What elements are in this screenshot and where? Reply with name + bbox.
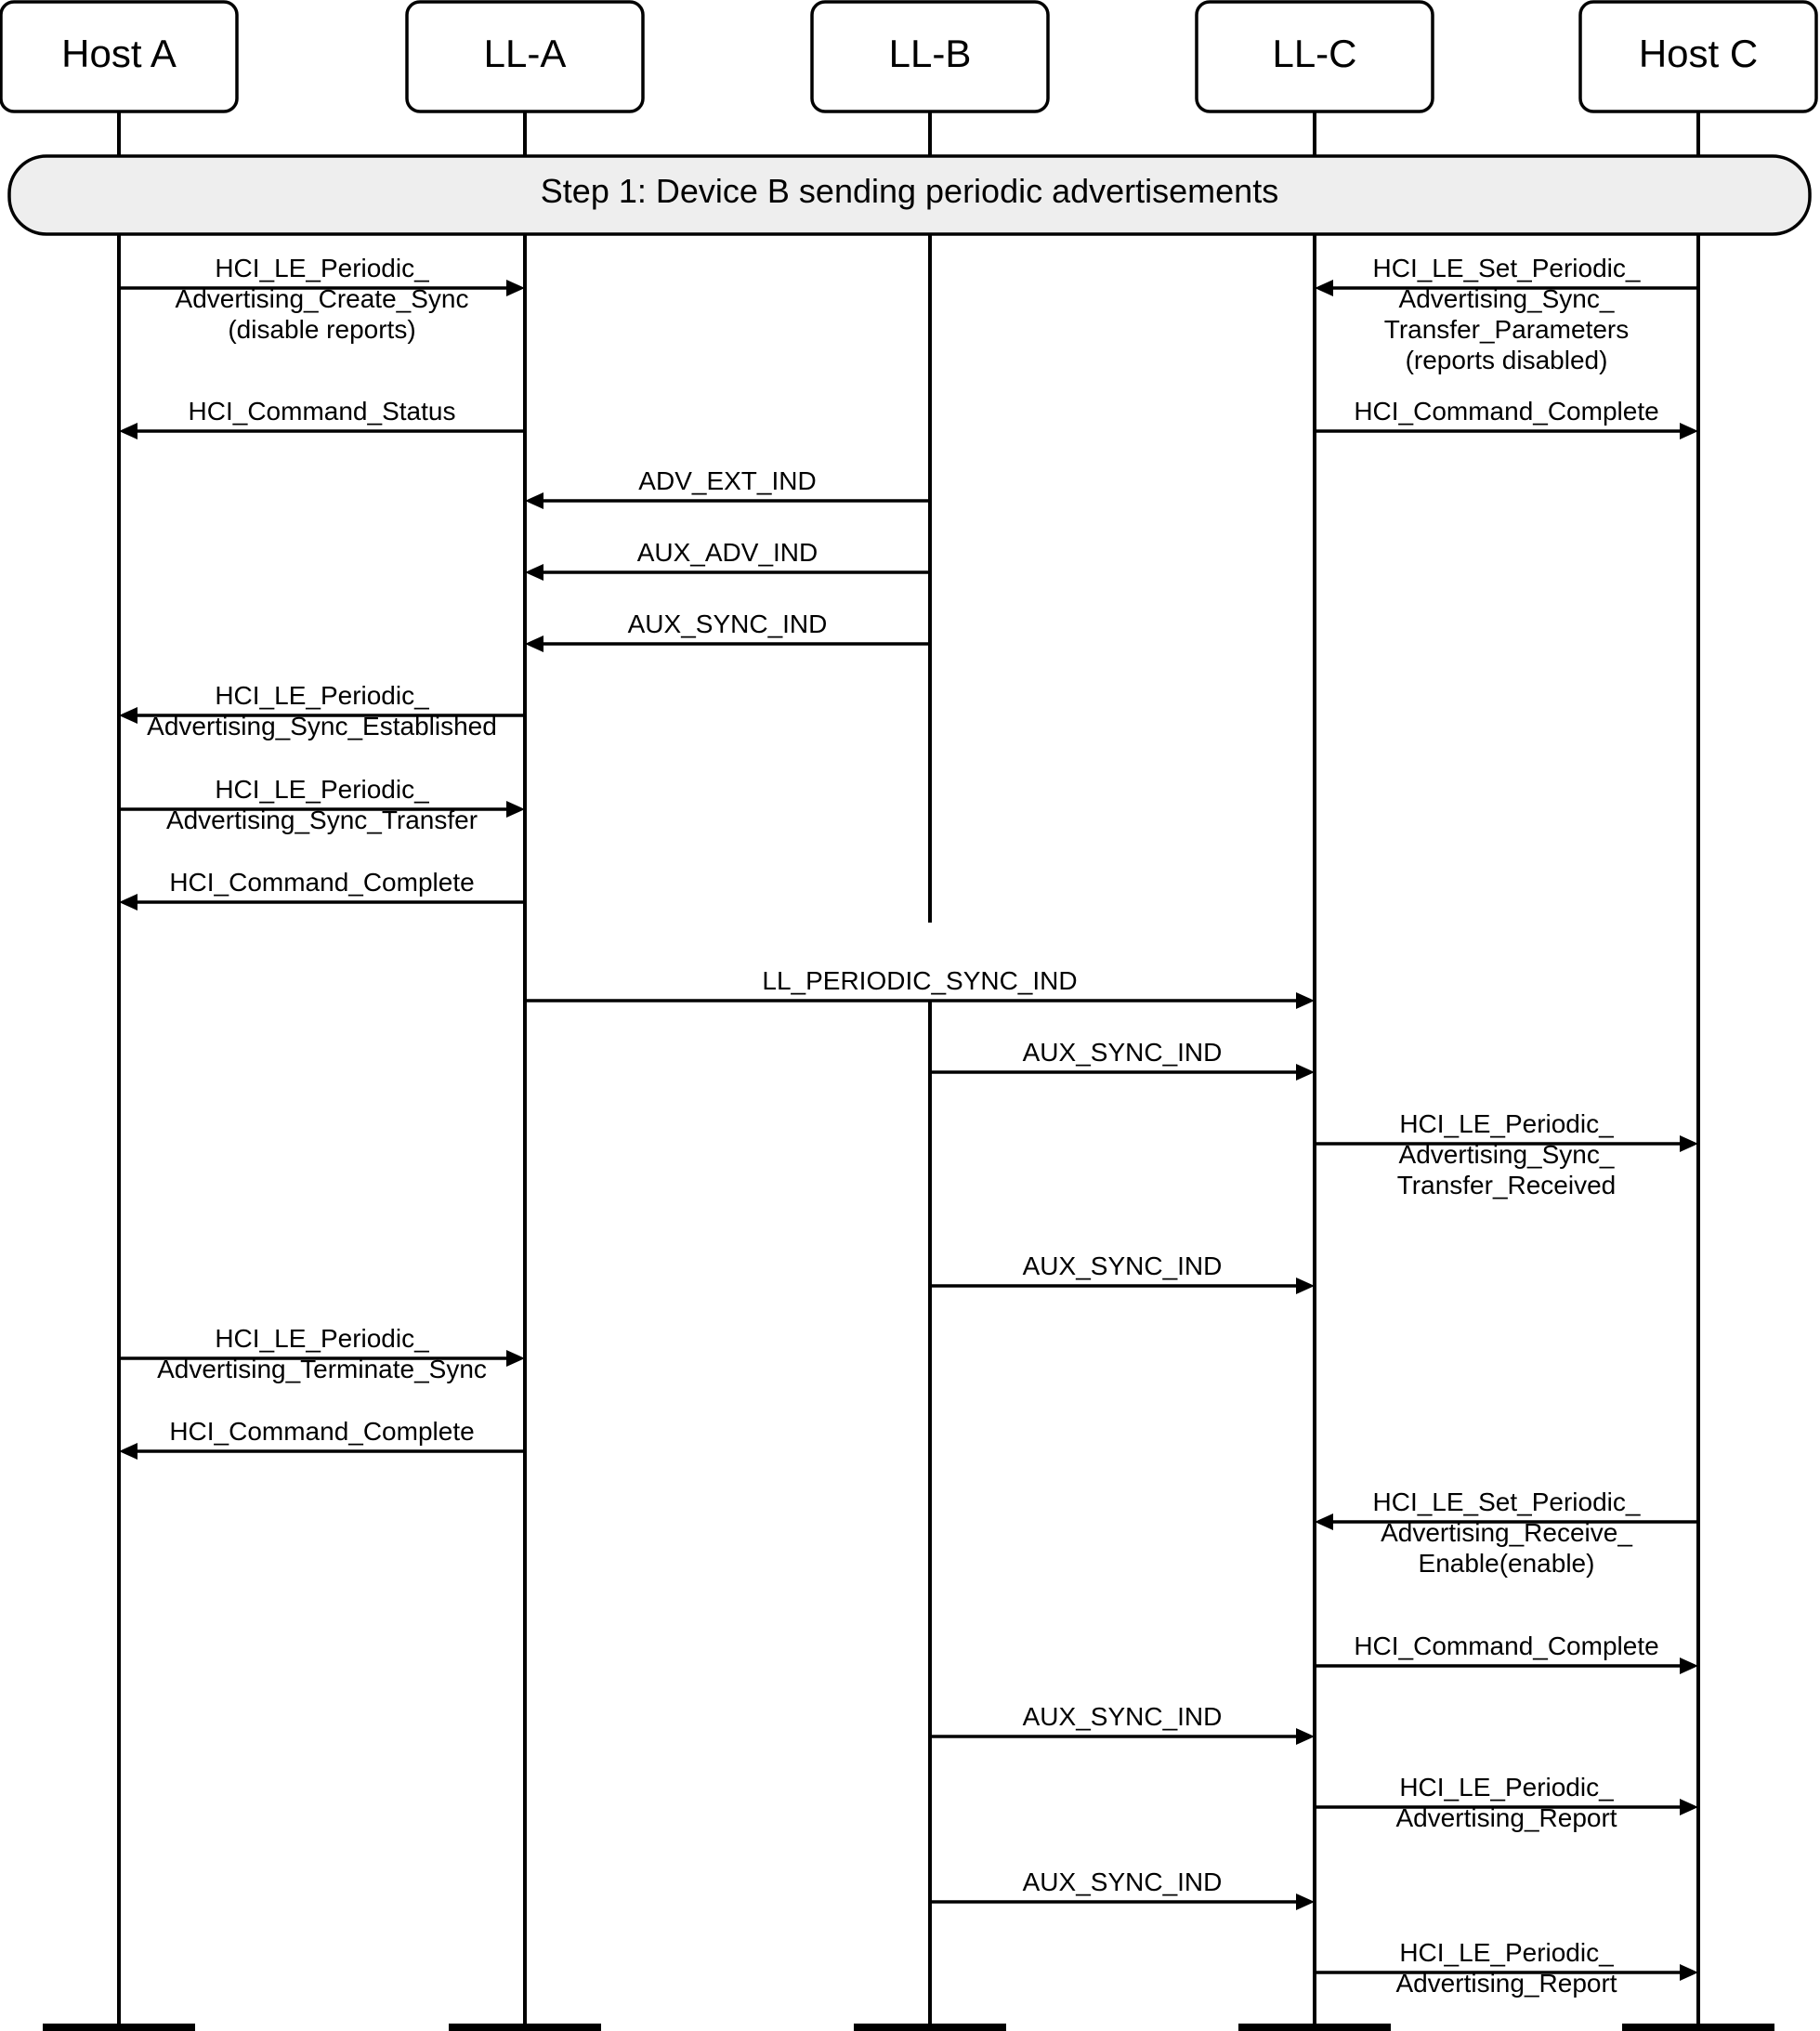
message-label: Advertising_Sync_Transfer	[165, 806, 478, 834]
message	[1315, 1773, 1698, 1832]
participant-llc	[1197, 2, 1433, 111]
message-label: Advertising_Report	[1395, 1803, 1617, 1832]
message-arrowhead	[1296, 992, 1315, 1009]
message	[930, 1867, 1315, 1910]
message-label: HCI_LE_Periodic_	[215, 1324, 429, 1353]
message	[119, 868, 525, 911]
participant-hc	[1580, 2, 1816, 111]
message	[119, 397, 525, 439]
message-label: HCI_LE_Set_Periodic_	[1372, 254, 1641, 282]
message-label: (disable reports)	[228, 315, 416, 344]
message-label: Advertising_Sync_	[1398, 284, 1615, 313]
message-arrowhead	[1680, 1964, 1698, 1981]
participant-ha	[1, 2, 237, 111]
message-label: HCI_Command_Complete	[1354, 397, 1659, 426]
message-arrowhead	[1680, 1658, 1698, 1674]
message	[119, 254, 525, 344]
message-arrowhead	[506, 801, 525, 818]
message-label: AUX_ADV_IND	[636, 538, 818, 567]
message	[930, 1702, 1315, 1745]
message-arrowhead	[506, 280, 525, 296]
message-label: Advertising_Receive_	[1381, 1518, 1632, 1547]
message	[1315, 1109, 1698, 1199]
message-arrowhead	[525, 636, 543, 652]
message-arrowhead	[119, 707, 137, 724]
message-label: Advertising_Terminate_Sync	[157, 1355, 487, 1383]
participant-lla	[407, 2, 643, 111]
message-label: Transfer_Parameters	[1383, 315, 1630, 344]
message-label: AUX_SYNC_IND	[1022, 1251, 1223, 1280]
message-arrowhead	[119, 423, 137, 439]
message-label: HCI_LE_Periodic_	[1399, 1773, 1614, 1802]
participant-label: Host C	[1638, 32, 1759, 75]
message-label: HCI_LE_Set_Periodic_	[1372, 1487, 1641, 1516]
participant-label: LL-B	[888, 32, 972, 75]
participant-label: Host A	[61, 32, 177, 75]
message	[119, 1417, 525, 1460]
message-label: HCI_LE_Periodic_	[215, 775, 429, 804]
message	[1315, 254, 1698, 374]
message-label: HCI_LE_Periodic_	[1399, 1938, 1614, 1967]
participant-label: LL-A	[483, 32, 567, 75]
message-label: (reports disabled)	[1405, 346, 1608, 374]
message-arrowhead	[1680, 1135, 1698, 1152]
message-arrowhead	[1296, 1278, 1315, 1294]
message-label: Enable(enable)	[1418, 1549, 1595, 1578]
message	[1315, 1631, 1698, 1674]
message-label: HCI_Command_Complete	[169, 1417, 475, 1446]
message-label: ADV_EXT_IND	[638, 466, 817, 495]
message-label: AUX_SYNC_IND	[1022, 1867, 1223, 1896]
message	[1315, 1487, 1698, 1578]
participants	[1, 2, 1816, 111]
message	[1315, 1938, 1698, 1998]
message-label: AUX_SYNC_IND	[1022, 1038, 1223, 1067]
step-banner	[9, 156, 1810, 234]
message-arrowhead	[119, 1443, 137, 1460]
participant-label: LL-C	[1272, 32, 1357, 75]
message-label: HCI_Command_Complete	[1354, 1631, 1659, 1660]
message-arrowhead	[525, 492, 543, 509]
message-arrowhead	[1296, 1728, 1315, 1745]
message-label: HCI_LE_Periodic_	[1399, 1109, 1614, 1138]
message-label: LL_PERIODIC_SYNC_IND	[762, 966, 1078, 995]
message-arrowhead	[525, 564, 543, 581]
message-label: Transfer_Received	[1396, 1171, 1617, 1199]
message-label: HCI_LE_Periodic_	[215, 681, 429, 710]
messages	[119, 254, 1698, 1998]
message	[1315, 397, 1698, 439]
message-arrowhead	[1296, 1893, 1315, 1910]
message	[930, 1038, 1315, 1081]
message	[525, 538, 930, 581]
message-label: Advertising_Report	[1395, 1969, 1617, 1998]
message-arrowhead	[119, 894, 137, 911]
message	[930, 1251, 1315, 1294]
message	[525, 609, 930, 652]
message-arrowhead	[1315, 1513, 1333, 1530]
message-label: HCI_LE_Periodic_	[215, 254, 429, 282]
message	[525, 966, 1315, 1009]
message-label: AUX_SYNC_IND	[1022, 1702, 1223, 1731]
message-label: Advertising_Create_Sync	[175, 284, 469, 313]
message-arrowhead	[506, 1350, 525, 1367]
message-label: HCI_Command_Complete	[169, 868, 475, 897]
message-arrowhead	[1680, 423, 1698, 439]
message	[525, 466, 930, 509]
message-arrowhead	[1680, 1799, 1698, 1815]
message	[119, 775, 525, 834]
message-label: HCI_Command_Status	[188, 397, 456, 426]
message-label: Advertising_Sync_	[1398, 1140, 1615, 1169]
participant-llb	[812, 2, 1048, 111]
message-label: Advertising_Sync_Established	[147, 712, 497, 740]
message	[119, 1324, 525, 1383]
step-label: Step 1: Device B sending periodic advertisements	[540, 172, 1279, 210]
message-label: AUX_SYNC_IND	[627, 609, 828, 638]
message	[119, 681, 525, 740]
message-arrowhead	[1296, 1064, 1315, 1081]
message-arrowhead	[1315, 280, 1333, 296]
